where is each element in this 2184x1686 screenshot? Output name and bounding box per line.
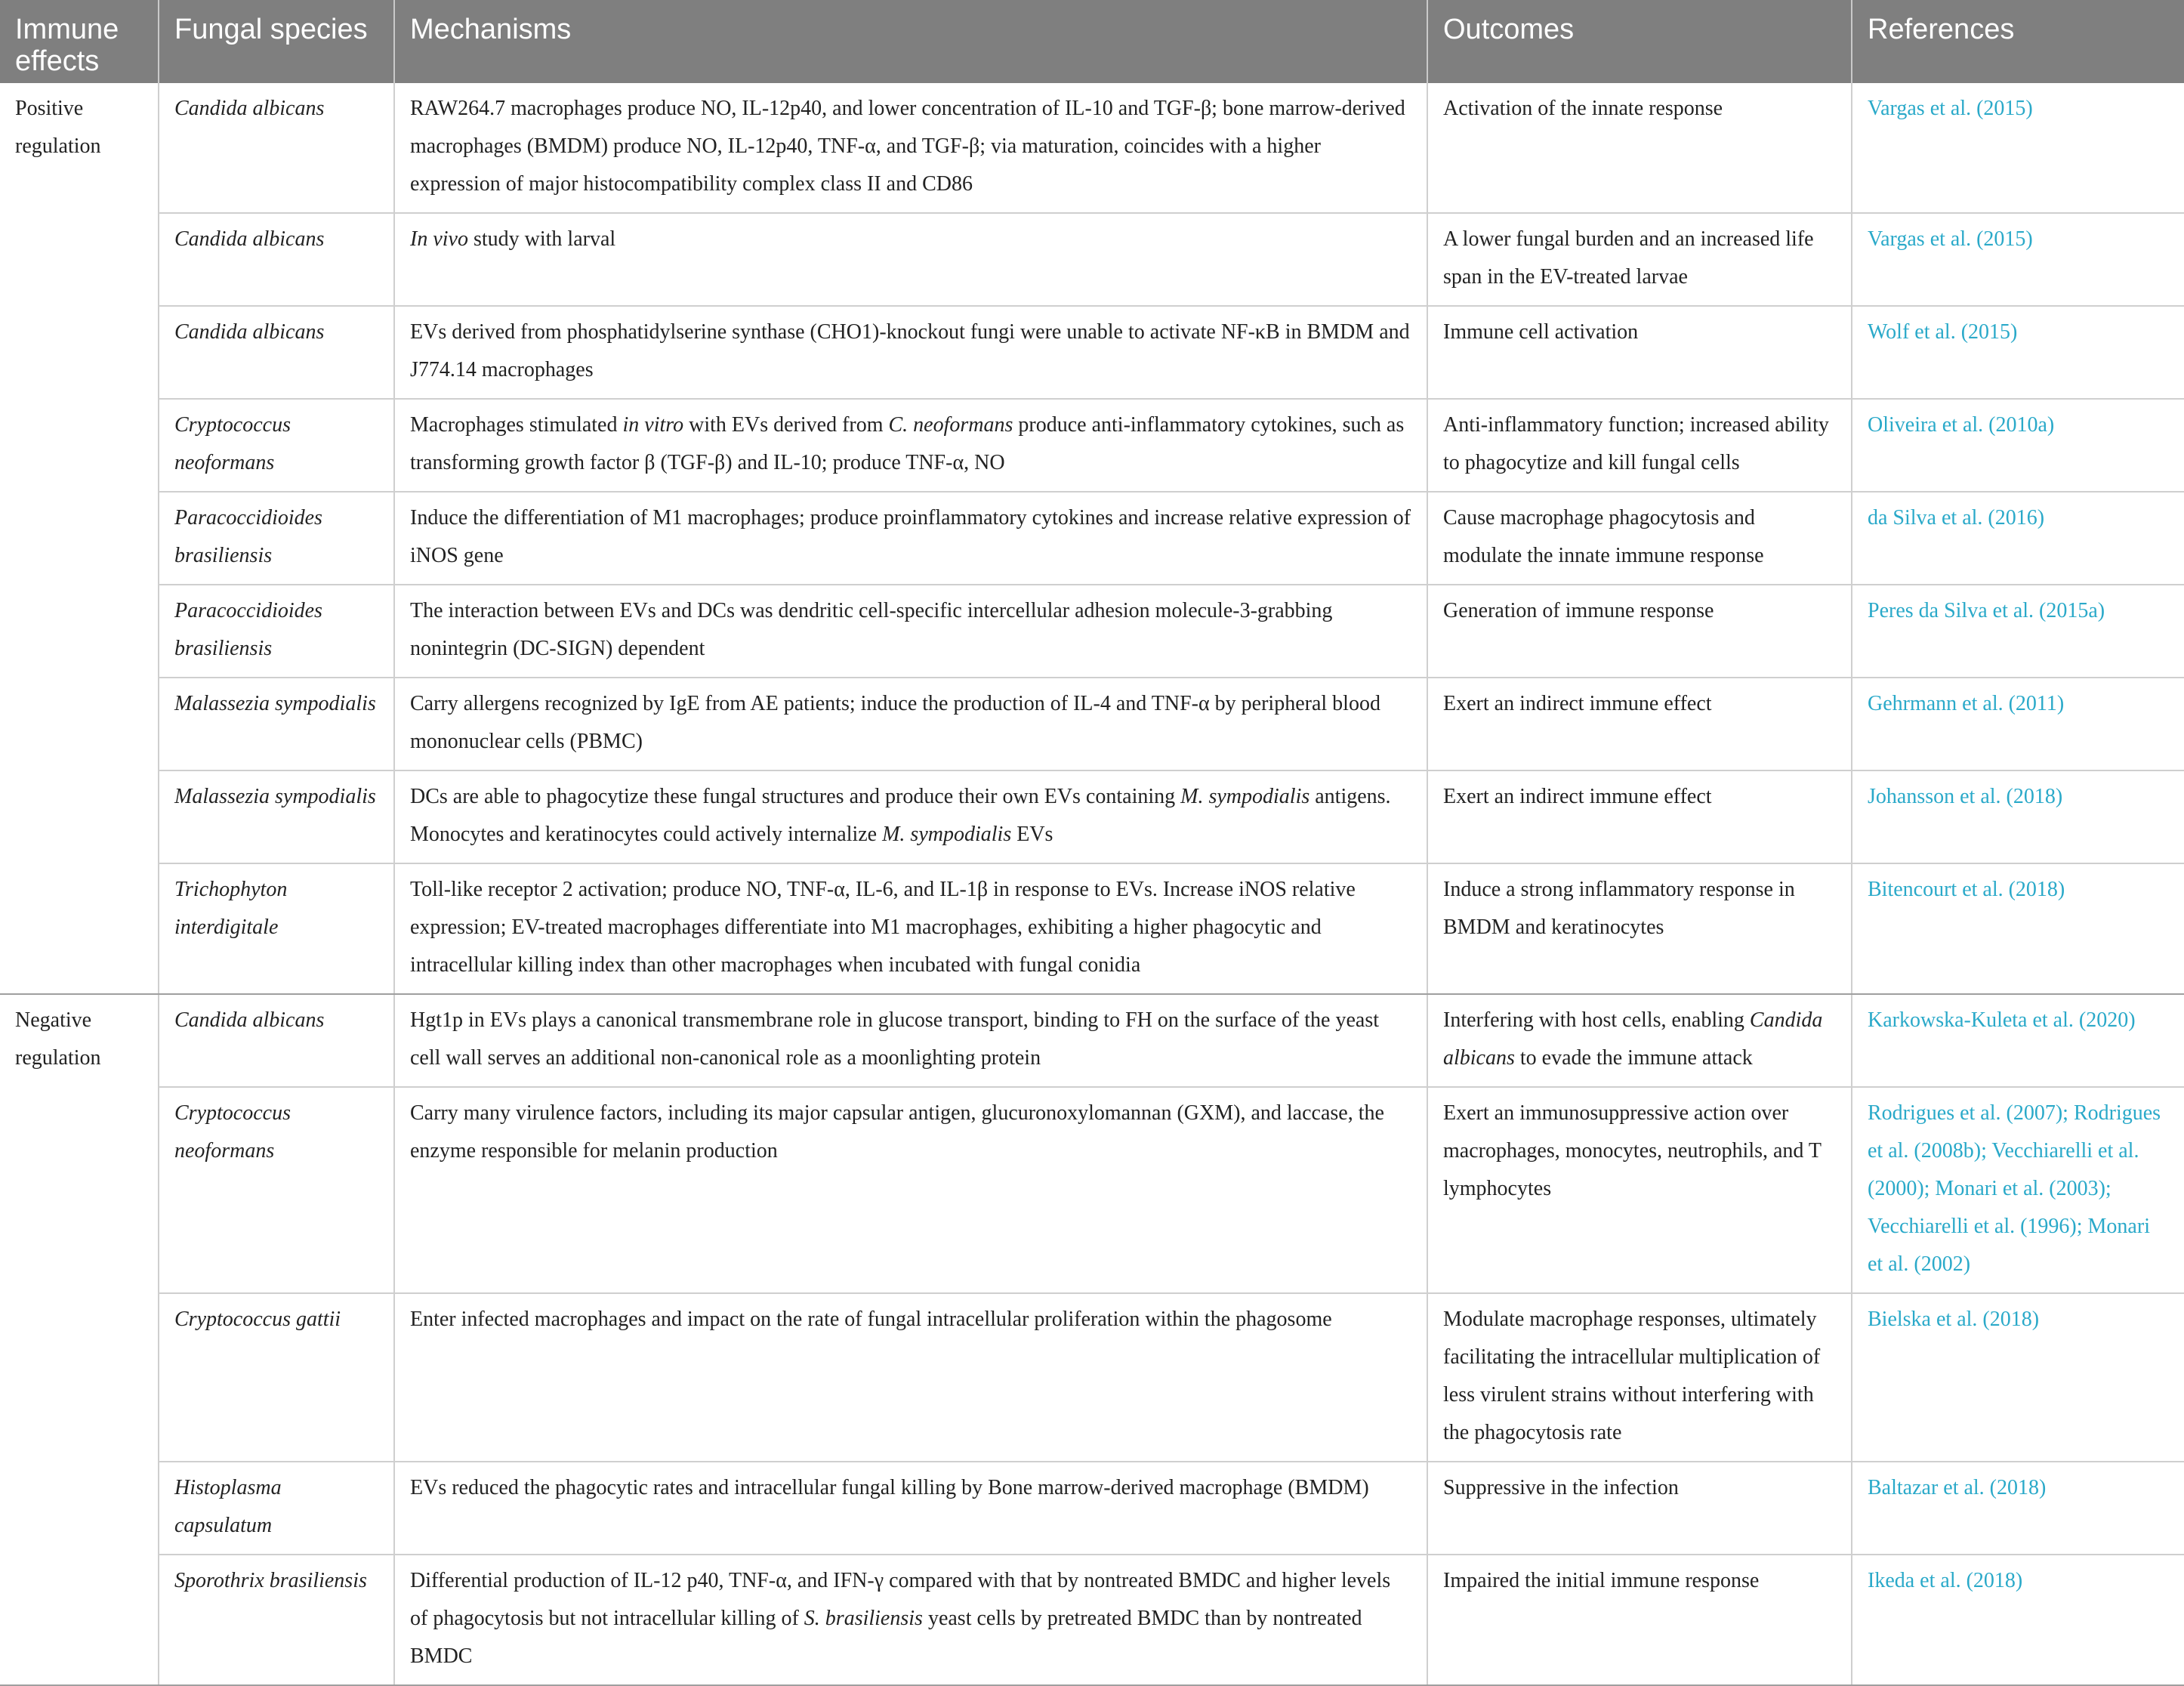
table-row	[0, 1087, 2184, 1293]
text-segment: Carry allergens recognized by IgE from AE patients; induce the production of IL-4 and TNF-α by peripheral blood mononuclear cells (PBMC)	[410, 692, 1380, 753]
text-segment: Suppressive in the infection	[1443, 1476, 1679, 1499]
reference-link[interactable]: Karkowska-Kuleta et al. (2020)	[1852, 994, 2184, 1087]
fungal-species-cell: Candida albicans	[159, 83, 394, 213]
fungal-species-cell: Candida albicans	[159, 213, 394, 306]
reference-link[interactable]: Peres da Silva et al. (2015a)	[1852, 585, 2184, 678]
italic-text: In vivo	[410, 227, 468, 251]
text-segment: EVs reduced the phagocytic rates and intracellular fungal killing by Bone marrow-derived macrophage (BMDM)	[410, 1476, 1369, 1499]
table-header	[0, 0, 2184, 83]
outcome-cell	[1427, 863, 1852, 994]
text-segment: antigens. Monocytes and keratinocytes could actively internalize	[410, 785, 1391, 846]
header-immune-effects: Immune effects	[0, 0, 159, 83]
outcome-cell	[1427, 1462, 1852, 1555]
mechanism-cell	[394, 213, 1427, 306]
table-body	[0, 83, 2184, 1685]
text-segment: to evade the immune attack	[1514, 1046, 1753, 1070]
text-segment: with EVs derived from	[683, 413, 889, 437]
text-segment: DCs are able to phagocytize these fungal structures and produce their own EVs containing	[410, 785, 1181, 808]
mechanism-cell	[394, 770, 1427, 863]
italic-text: M. sympodialis	[882, 823, 1012, 846]
reference-link[interactable]: Oliveira et al. (2010a)	[1852, 399, 2184, 492]
italic-text: S. brasiliensis	[804, 1607, 923, 1630]
fungal-species-cell: Candida albicans	[159, 994, 394, 1087]
text-segment: study with larval	[467, 227, 616, 251]
header-references: References	[1852, 0, 2184, 83]
fungal-species-cell: Cryptococcus gattii	[159, 1293, 394, 1462]
outcome-cell	[1427, 492, 1852, 585]
outcome-cell	[1427, 1555, 1852, 1685]
reference-link[interactable]: Gehrmann et al. (2011)	[1852, 678, 2184, 770]
header-outcomes: Outcomes	[1427, 0, 1852, 83]
table-row	[0, 399, 2184, 492]
text-segment: EVs derived from phosphatidylserine synthase (CHO1)-knockout fungi were unable to activate NF-κB in BMDM and J774.14 macrophages	[410, 320, 1410, 381]
text-segment: Induce the differentiation of M1 macrophages; produce proinflammatory cytokines and increase relative expression of iNOS gene	[410, 506, 1411, 567]
outcome-cell	[1427, 213, 1852, 306]
text-segment: A lower fungal burden and an increased life span in the EV-treated larvae	[1443, 227, 1814, 289]
table-row	[0, 1462, 2184, 1555]
reference-link[interactable]: Rodrigues et al. (2007); Rodrigues et al. (2008b); Vecchiarelli et al. (2000); Monari et al. (2003); Vecchiarelli et al. (1996); Monari et al. (2002)	[1852, 1087, 2184, 1293]
text-segment: Macrophages stimulated	[410, 413, 623, 437]
fungal-species-cell: Trichophyton interdigitale	[159, 863, 394, 994]
reference-link[interactable]: Baltazar et al. (2018)	[1852, 1462, 2184, 1555]
text-segment: Immune cell activation	[1443, 320, 1639, 344]
italic-text: M. sympodialis	[1180, 785, 1310, 808]
table-row	[0, 770, 2184, 863]
mechanism-cell	[394, 492, 1427, 585]
text-segment: produce anti-inflammatory cytokines, such as transforming growth factor β (TGF-β) and IL-10; produce TNF-α, NO	[410, 413, 1405, 474]
outcome-cell	[1427, 306, 1852, 399]
mechanism-cell	[394, 994, 1427, 1087]
mechanism-cell	[394, 1462, 1427, 1555]
text-segment: Cause macrophage phagocytosis and modulate the innate immune response	[1443, 506, 1764, 567]
text-segment: Exert an indirect immune effect	[1443, 692, 1712, 715]
text-segment: Modulate macrophage responses, ultimately facilitating the intracellular multiplication of less virulent strains without interfering with the phagocytosis rate	[1443, 1308, 1821, 1444]
reference-link[interactable]: da Silva et al. (2016)	[1852, 492, 2184, 585]
fungal-species-cell: Malassezia sympodialis	[159, 770, 394, 863]
text-segment: Differential production of IL-12 p40, TNF-α, and IFN-γ compared with that by nontreated BMDC and higher levels of phagocytosis but not intracellular killing of	[410, 1569, 1391, 1630]
outcome-cell	[1427, 399, 1852, 492]
text-segment: RAW264.7 macrophages produce NO, IL-12p40, and lower concentration of IL-10 and TGF-β; bone marrow-derived macrophages (BMDM) produce NO, IL-12p40, TNF-α, and TGF-β; via maturation, coincides with a higher expression of major histocompatibility complex class II and CD86	[410, 97, 1405, 196]
fungal-species-cell: Cryptococcus neoformans	[159, 1087, 394, 1293]
fungal-species-cell: Histoplasma capsulatum	[159, 1462, 394, 1555]
outcome-cell	[1427, 1087, 1852, 1293]
text-segment: EVs	[1011, 823, 1053, 846]
text-segment: Enter infected macrophages and impact on the rate of fungal intracellular proliferation within the phagosome	[410, 1308, 1332, 1331]
mechanism-cell	[394, 399, 1427, 492]
text-segment: Generation of immune response	[1443, 599, 1714, 622]
mechanism-cell	[394, 83, 1427, 213]
text-segment: Hgt1p in EVs plays a canonical transmembrane role in glucose transport, binding to FH on the surface of the yeast cell wall serves an additional non-canonical role as a moonlighting protein	[410, 1008, 1379, 1070]
mechanism-cell	[394, 1087, 1427, 1293]
outcome-cell	[1427, 83, 1852, 213]
mechanism-cell	[394, 678, 1427, 770]
table-row	[0, 1293, 2184, 1462]
text-segment: Interfering with host cells, enabling	[1443, 1008, 1750, 1032]
table-row	[0, 585, 2184, 678]
immune-effect-group-cell: Positive regulation	[0, 83, 159, 994]
text-segment: Exert an immunosuppressive action over macrophages, monocytes, neutrophils, and T lymphocytes	[1443, 1101, 1822, 1200]
header-fungal-species: Fungal species	[159, 0, 394, 83]
reference-link[interactable]: Johansson et al. (2018)	[1852, 770, 2184, 863]
table-row	[0, 863, 2184, 994]
mechanism-cell	[394, 585, 1427, 678]
text-segment: Anti-inflammatory function; increased ability to phagocytize and kill fungal cells	[1443, 413, 1829, 474]
mechanism-cell	[394, 1293, 1427, 1462]
reference-link[interactable]: Bitencourt et al. (2018)	[1852, 863, 2184, 994]
text-segment: yeast cells by pretreated BMDC than by nontreated BMDC	[410, 1607, 1362, 1668]
fungal-species-cell: Candida albicans	[159, 306, 394, 399]
text-segment: Impaired the initial immune response	[1443, 1569, 1760, 1592]
italic-text: C. neoformans	[888, 413, 1013, 437]
outcome-cell	[1427, 678, 1852, 770]
text-segment: Activation of the innate response	[1443, 97, 1723, 120]
immune-effect-group-cell: Negative regulation	[0, 994, 159, 1685]
table-row	[0, 678, 2184, 770]
table-row	[0, 994, 2184, 1087]
fungal-species-cell: Paracoccidioides brasiliensis	[159, 585, 394, 678]
outcome-cell	[1427, 994, 1852, 1087]
table-row	[0, 306, 2184, 399]
fungal-species-cell: Malassezia sympodialis	[159, 678, 394, 770]
header-row	[0, 0, 2184, 83]
fungal-species-cell: Sporothrix brasiliensis	[159, 1555, 394, 1685]
table-row	[0, 83, 2184, 213]
text-segment: The interaction between EVs and DCs was dendritic cell-specific intercellular adhesion molecule-3-grabbing nonintegrin (DC-SIGN) dependent	[410, 599, 1333, 660]
table-row	[0, 213, 2184, 306]
reference-link[interactable]: Vargas et al. (2015)	[1852, 83, 2184, 213]
italic-text: in vitro	[622, 413, 684, 437]
italic-text: Candida albicans	[1443, 1008, 1823, 1070]
mechanism-cell	[394, 863, 1427, 994]
outcome-cell	[1427, 585, 1852, 678]
header-mechanisms: Mechanisms	[394, 0, 1427, 83]
reference-link[interactable]: Bielska et al. (2018)	[1852, 1293, 2184, 1462]
reference-link[interactable]: Vargas et al. (2015)	[1852, 213, 2184, 306]
reference-link[interactable]: Wolf et al. (2015)	[1852, 306, 2184, 399]
fungal-species-cell: Cryptococcus neoformans	[159, 399, 394, 492]
outcome-cell	[1427, 770, 1852, 863]
table-row	[0, 1555, 2184, 1685]
table-row	[0, 492, 2184, 585]
outcome-cell	[1427, 1293, 1852, 1462]
text-segment: Toll-like receptor 2 activation; produce NO, TNF-α, IL-6, and IL-1β in response to EVs. Increase iNOS relative expression; EV-treated macrophages differentiate into M1 macrophages, exhibiting a higher phagocytic and intracellular killing index than other macrophages when incubated with fungal conidia	[410, 878, 1356, 977]
text-segment: Exert an indirect immune effect	[1443, 785, 1712, 808]
mechanism-cell	[394, 1555, 1427, 1685]
fungal-species-cell: Paracoccidioides brasiliensis	[159, 492, 394, 585]
reference-link[interactable]: Ikeda et al. (2018)	[1852, 1555, 2184, 1685]
text-segment: Carry many virulence factors, including its major capsular antigen, glucuronoxylomannan (GXM), and laccase, the enzyme responsible for melanin production	[410, 1101, 1384, 1163]
text-segment: Induce a strong inflammatory response in BMDM and keratinocytes	[1443, 878, 1795, 939]
mechanism-cell	[394, 306, 1427, 399]
